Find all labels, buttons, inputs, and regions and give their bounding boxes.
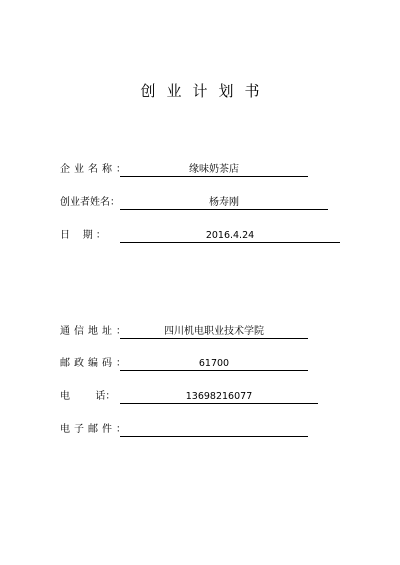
- field-postal-code: [60, 357, 320, 371]
- field-phone: [60, 390, 330, 404]
- field-label: 通信地址：: [60, 326, 130, 337]
- field-value: 2016.4.24: [120, 229, 340, 243]
- field-email: [60, 423, 320, 437]
- field-label: 企业名称：: [60, 164, 130, 175]
- field-date: [60, 229, 350, 243]
- field-label: 电子邮件：: [60, 424, 130, 435]
- field-value: 13698216077: [120, 390, 318, 404]
- field-label: 创业者姓名：: [60, 197, 120, 208]
- field-value: 杨寿刚: [120, 196, 328, 210]
- field-value: 四川机电职业技术学院: [120, 325, 308, 339]
- field-value: 61700: [120, 357, 308, 371]
- field-label: 电 话：: [60, 391, 116, 402]
- document-title: 创业计划书: [140, 82, 271, 100]
- field-founder-name: [60, 196, 340, 210]
- field-address: [60, 325, 320, 339]
- field-label: 邮政编码：: [60, 358, 130, 369]
- field-value: [120, 423, 308, 437]
- field-label: 日 期 ：: [60, 230, 106, 241]
- field-company-name: [60, 163, 320, 177]
- field-value: 缘味奶茶店: [120, 163, 308, 177]
